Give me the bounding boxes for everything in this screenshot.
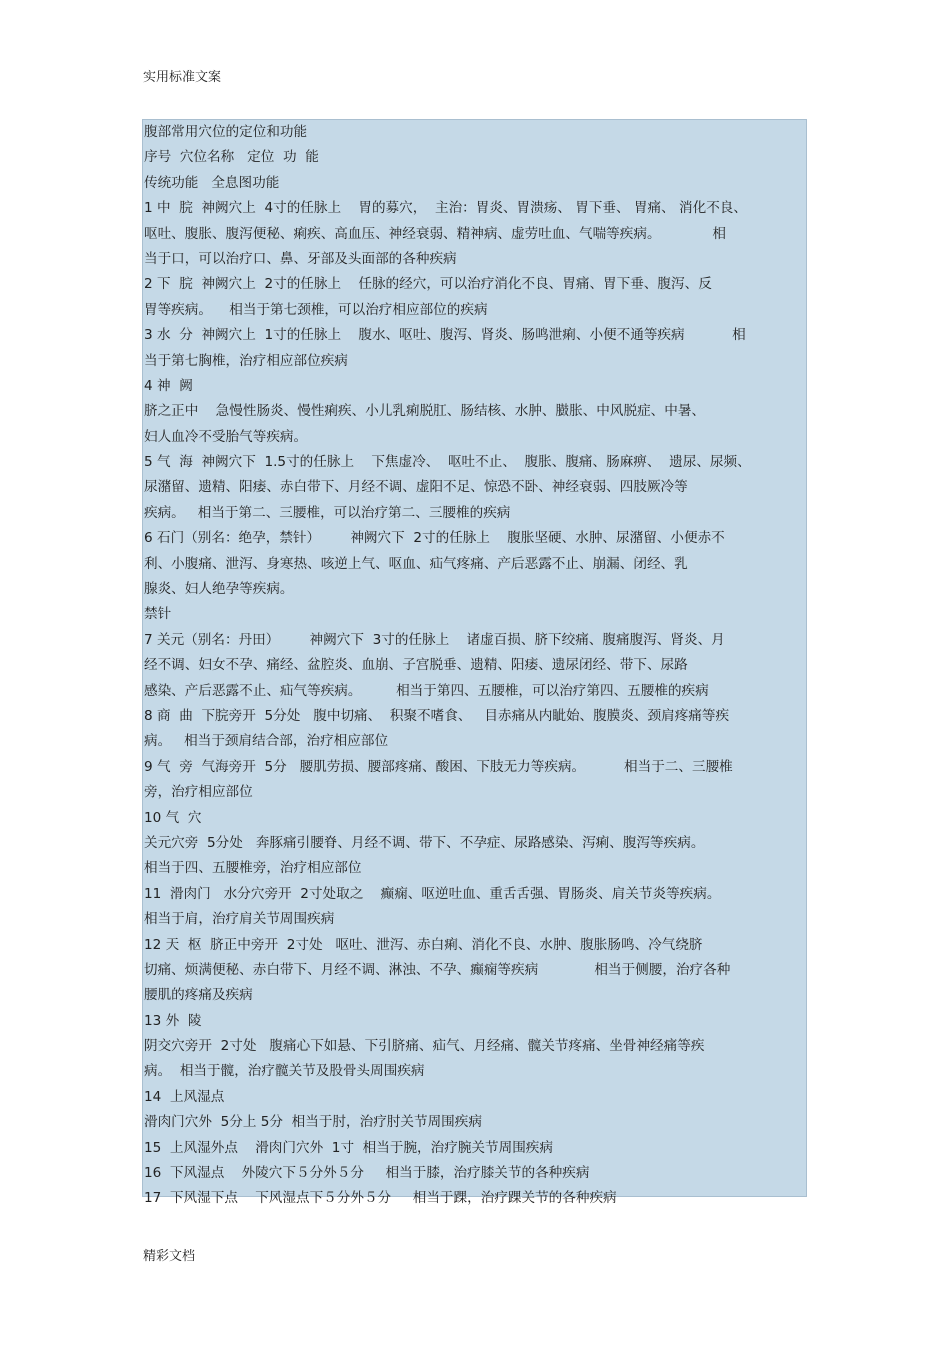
text-line: 12 天 枢 脐正中旁开 2寸处 呕吐、泄泻、赤白痢、消化不良、水肿、腹胀肠鸣、冷气绕脐 (144, 936, 703, 953)
text-line: 尿潴留、遗精、阳痿、赤白带下、月经不调、虚阳不足、惊恐不卧、神经衰弱、四肢厥冷等 (144, 479, 688, 496)
content-box (142, 119, 807, 1207)
text-line: 疾病。 相当于第二、三腰椎，可以治疗第二、三腰椎的疾病 (144, 504, 511, 521)
text-line: 病。 相当于髋，治疗髋关节及股骨头周围疾病 (144, 1063, 425, 1080)
text-line: 3 水 分 神阙穴上 1寸的任脉上 腹水、呕吐、腹泻、肾炎、肠鸣泄痢、小便不通等疾病 相 (144, 327, 746, 344)
text-line: 禁针 (144, 606, 172, 623)
text-line: 11 滑肉门 水分穴旁开 2寸处取之 癫痫、呕逆吐血、重舌舌强、胃肠炎、肩关节炎等疾病。 (144, 885, 721, 902)
text-line: 9 气 旁 气海旁开 5分 腰肌劳损、腰部疼痛、酸困、下肢无力等疾病。 相当于二、三腰椎 (144, 758, 733, 775)
text-line: 妇人血冷不受胎气等疾病。 (144, 428, 308, 445)
text-line: 脐之正中 急慢性肠炎、慢性痢疾、小儿乳痢脱肛、肠结核、水肿、臌胀、中风脱症、中暑、 (144, 403, 706, 420)
text-line: 8 商 曲 下脘旁开 5分处 腹中切痛、 积聚不嗜食、 目赤痛从内眦始、腹膜炎、颈肩疼痛等疾 (144, 707, 730, 724)
text-line: 呕吐、腹胀、腹泻便秘、痢疾、高血压、神经衰弱、精神病、虚劳吐血、气喘等疾病。 相 (144, 225, 727, 242)
text-line: 相当于四、五腰椎旁，治疗相应部位 (144, 860, 362, 877)
text-line: 腺炎、妇人绝孕等疾病。 (144, 581, 294, 598)
text-line: 经不调、妇女不孕、痛经、盆腔炎、血崩、子宫脱垂、遗精、阳痿、遗尿闭经、带下、尿路 (144, 657, 688, 674)
text-line: 15 上风湿外点 滑肉门穴外 1寸 相当于腕，治疗腕关节周围疾病 (144, 1139, 553, 1156)
text-line: 10 气 穴 (144, 809, 202, 826)
text-line: 当于口，可以治疗口、鼻、牙部及头面部的各种疾病 (144, 250, 457, 267)
text-line: 2 下 脘 神阙穴上 2寸的任脉上 任脉的经穴，可以治疗消化不良、胃痛、胃下垂、腹泻、反 (144, 276, 712, 293)
text-line: 病。 相当于颈肩结合部，治疗相应部位 (144, 733, 389, 750)
text-line: 关元穴旁 5分处 奔豚痛引腰脊、月经不调、带下、不孕症、尿路感染、泻痢、腹泻等疾病。 (144, 834, 705, 851)
text-line: 序号 穴位名称 定位 功 能 (144, 149, 319, 166)
text-line: 切痛、烦满便秘、赤白带下、月经不调、淋浊、不孕、癫痫等疾病 相当于侧腰，治疗各种 (144, 961, 731, 978)
text-line: 7 关元（别名：丹田） 神阙穴下 3寸的任脉上 诸虚百损、脐下绞痛、腹痛腹泻、肾炎、月 (144, 631, 725, 648)
text-line: 14 上风湿点 (144, 1088, 225, 1105)
text-line: 4 神 阙 (144, 377, 193, 394)
text-line: 阴交穴旁开 2寸处 腹痛心下如悬、下引脐痛、疝气、月经痛、髋关节疼痛、坐骨神经痛等疾 (144, 1038, 705, 1055)
text-line: 相当于肩，治疗肩关节周围疾病 (144, 911, 335, 928)
text-line: 1 中 脘 神阙穴上 4寸的任脉上 胃的募穴， 主治：胃炎、胃溃疡、 胃下垂、 胃痛、 消化不良、 (144, 200, 747, 217)
text-line: 17 下风湿下点 下风湿点下５分外５分 相当于踝，治疗踝关节的各种疾病 (144, 1190, 617, 1207)
text-line: 旁，治疗相应部位 (144, 784, 253, 801)
text-line: 5 气 海 神阙穴下 1.5寸的任脉上 下焦虚冷、 呕吐不止、 腹胀、腹痛、肠麻痹、 遗尿、尿频、 (144, 454, 751, 471)
page-header: 实用标准文案 (143, 70, 222, 85)
text-line: 传统功能 全息图功能 (144, 174, 280, 191)
text-line: 16 下风湿点 外陵穴下５分外５分 相当于膝，治疗膝关节的各种疾病 (144, 1165, 590, 1182)
text-line: 腰肌的疼痛及疾病 (144, 987, 253, 1004)
text-line: 13 外 陵 (144, 1012, 202, 1029)
text-line: 感染、产后恶露不止、疝气等疾病。 相当于第四、五腰椎，可以治疗第四、五腰椎的疾病 (144, 682, 709, 699)
text-line: 当于第七胸椎，治疗相应部位疾病 (144, 352, 348, 369)
page-footer: 精彩文档 (143, 1249, 196, 1264)
text-line: 腹部常用穴位的定位和功能 (144, 124, 308, 140)
text-line: 6 石门（别名：绝孕，禁针） 神阙穴下 2寸的任脉上 腹胀坚硬、水肿、尿潴留、小便赤不 (144, 530, 725, 547)
text-line: 滑肉门穴外 5分上 5分 相当于肘，治疗肘关节周围疾病 (144, 1114, 482, 1131)
text-line: 利、小腹痛、泄泻、身寒热、咳逆上气、呕血、疝气疼痛、产后恶露不止、崩漏、闭经、乳 (144, 555, 688, 572)
text-line: 胃等疾病。 相当于第七颈椎，可以治疗相应部位的疾病 (144, 301, 488, 318)
